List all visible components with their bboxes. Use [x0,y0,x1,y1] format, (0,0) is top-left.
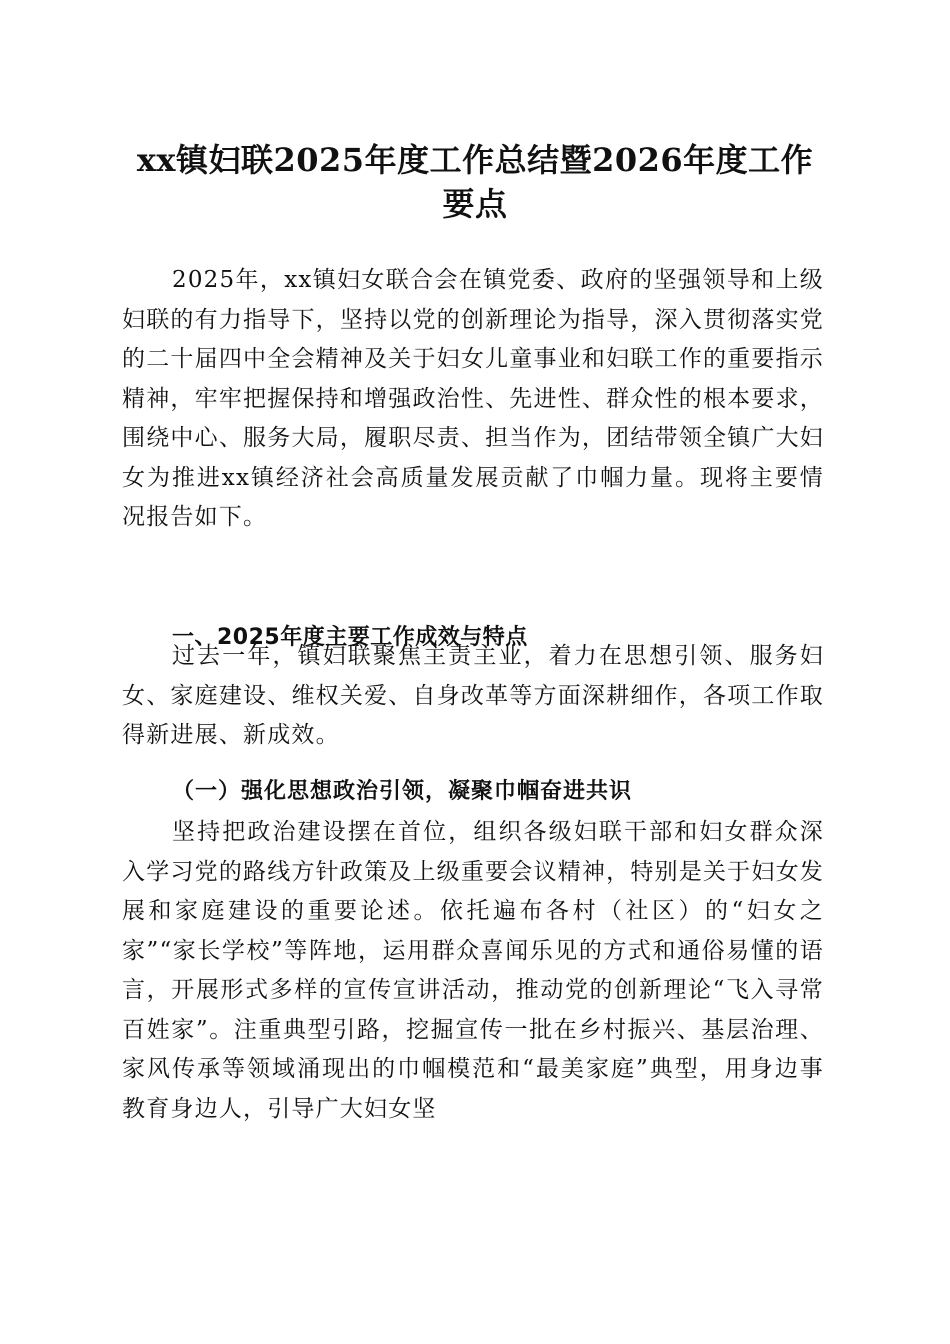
section-overview-paragraph: 过去一年，镇妇联聚焦主责主业，着力在思想引领、服务妇女、家庭建设、维权关爱、自身改革等方面深耕细作，各项工作取得新进展、新成效。 [122,643,824,748]
document-title-line-1: xx镇妇联2025年度工作总结暨2026年度工作 [136,141,814,179]
subsection-paragraph: 坚持把政治建设摆在首位，组织各级妇联干部和妇女群众深入学习党的路线方针政策及上级重要会议精神，特别是关于妇女发展和家庭建设的重要论述。依托遍布各村（社区）的“妇女之家”“家长学校”等阵地，运用群众喜闻乐见的方式和通俗易懂的语言，开展形式多样的宣传宣讲活动，推动党的创新理论“飞入寻常百姓家”。注重典型引路，挖掘宣传一批在乡村振兴、基层治理、家风传承等领域涌现出的巾帼模范和“最美家庭”典型，用身边事教育身边人，引导广大妇女坚 [122,819,824,1122]
section-heading: 一、2025年度主要工作成效与特点 [172,625,528,650]
subsection-heading: （一）强化思想政治引领，凝聚巾帼奋进共识 [172,778,633,804]
intro-paragraph: 2025年，xx镇妇女联合会在镇党委、政府的坚强领导和上级妇联的有力指导下，坚持以党的创新理论为指导，深入贯彻落实党的二十届四中全会精神及关于妇女儿童事业和妇联工作的重要指示精神，牢牢把握保持和增强政治性、先进性、群众性的根本要求，围绕中心、服务大局，履职尽责、担当作为，团结带领全镇广大妇女为推进xx镇经济社会高质量发展贡献了巾帼力量。现将主要情况报告如下。 [122,267,824,530]
document-title-line-2: 要点 [442,185,508,223]
